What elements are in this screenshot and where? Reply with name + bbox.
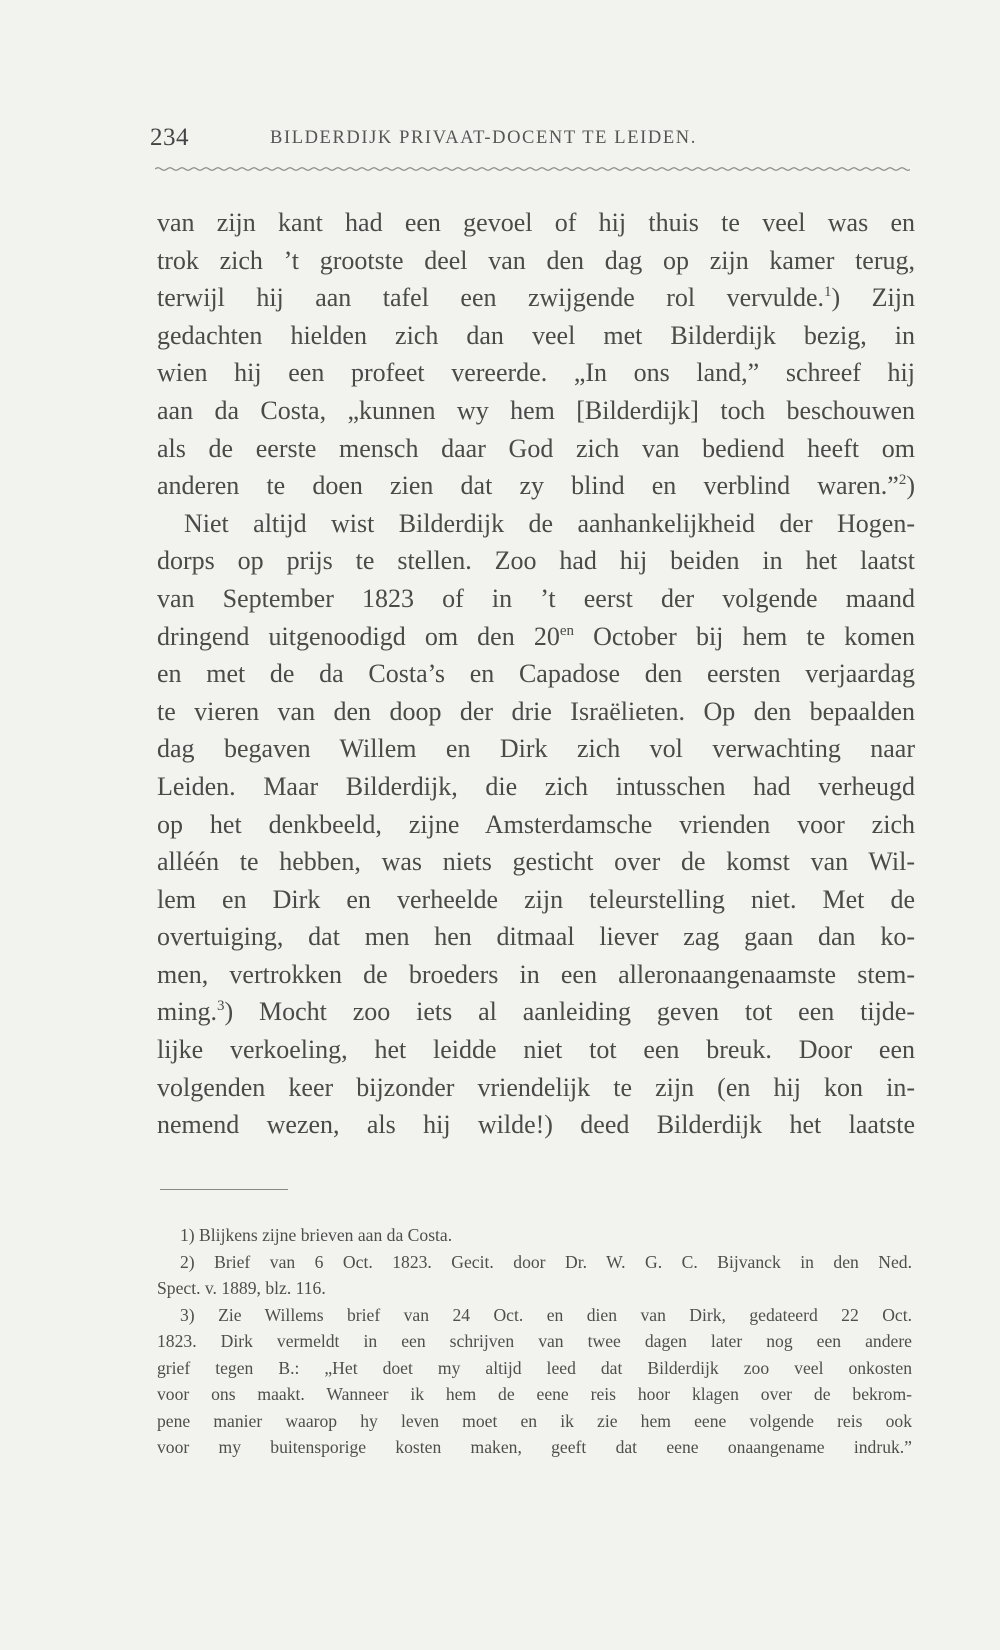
text-line: als de eerste mensch daar God zich van bediend heeft om	[157, 433, 915, 463]
running-title: BILDERDIJK PRIVAAT-DOCENT TE LEIDEN.	[270, 128, 697, 148]
text-line: dringend uitgenoodigd om den $20^{en}$ October bij hem te komen	[157, 621, 915, 651]
text-line: Niet altijd wist Bilderdijk de aanhankelijkheid der Hogen-	[184, 508, 915, 538]
text-line: van zijn kant had een gevoel of hij thuis te veel was en	[157, 208, 915, 237]
running-header	[150, 124, 910, 158]
text-line: Leiden. Maar Bilderdijk, die zich intusschen had verheugd	[157, 771, 915, 801]
footnote-line: Spect. v. 1889, blz. 116.	[157, 1278, 326, 1298]
footnote-line: grief tegen B.: „Het doet my altijd leed dat Bilderdijk zoo veel onkosten	[157, 1357, 912, 1378]
text-line: anderen te doen zien dat zy blind en verblind waren.”$^2$)	[157, 471, 915, 501]
footnote-line: voor my buitensporige kosten maken, geeft dat eene onaangename indruk.”	[157, 1437, 912, 1457]
text-line: overtuiging, dat men hen ditmaal liever zag gaan dan ko-	[157, 922, 915, 952]
footnote-line: voor ons maakt. Wanneer ik hem de eene reis hoor klagen over de bekrom-	[157, 1384, 912, 1404]
text-line: volgenden keer bijzonder vriendelijk te zijn (en hij kon in-	[157, 1072, 915, 1102]
footnote-line: 2) Brief van 6 Oct. 1823. Gecit. door Dr. W. G. C. Bijvanck in den Ned.	[180, 1251, 912, 1272]
text-line: nemend wezen, als hij wilde!) deed Bilderdijk het laatste	[157, 1110, 915, 1140]
text-line: alléén te hebben, was niets gesticht over de komst van Wil-	[157, 847, 915, 877]
footnote-line: pene manier waarop hy leven moet en ik zie hem eene volgende reis ook	[157, 1410, 912, 1431]
footnote-marker: 1	[824, 284, 832, 301]
footnote-line: 3) Zie Willems brief van 24 Oct. en dien van Dirk, gedateerd 22 Oct.	[180, 1304, 912, 1325]
text-line: lijke verkoeling, het leidde niet tot een breuk. Door een	[157, 1035, 915, 1065]
footnote-marker: 2	[898, 472, 907, 489]
text-line: terwijl hij aan tafel een zwijgende rol vervulde.$^1$) Zijn	[157, 283, 915, 313]
footnote-rule	[160, 1189, 288, 1190]
text-line: te vieren van den doop der drie Israëlieten. Op den bepaalden	[157, 696, 915, 726]
footnote-marker: 3	[216, 998, 225, 1015]
text-line: en met de da Costa’s en Capadose den eersten verjaardag	[157, 659, 915, 689]
text-line: gedachten hielden zich dan veel met Bilderdijk bezig, in	[157, 320, 915, 350]
text-line: op het denkbeeld, zijne Amsterdamsche vrienden voor zich	[157, 809, 915, 839]
footnote-line: 1823. Dirk vermeldt in een schrijven van twee dagen later nog een andere	[157, 1331, 912, 1351]
text-line: trok zich ’t grootste deel van den dag op zijn kamer terug,	[157, 245, 915, 275]
text-line: wien hij een profeet vereerde. „In ons land,” schreef hij	[157, 358, 915, 388]
text-line: dag begaven Willem en Dirk zich vol verwachting naar	[157, 734, 915, 764]
text-line: lem en Dirk en verheelde zijn teleurstelling niet. Met de	[157, 884, 915, 914]
text-line: dorps op prijs te stellen. Zoo had hij beiden in het laatst	[157, 546, 915, 576]
text-line: van September 1823 of in ’t eerst der volgende maand	[157, 583, 915, 613]
footnote-line: 1) Blijkens zijne brieven aan da Costa.	[180, 1225, 453, 1245]
body-text	[157, 204, 915, 1144]
text-line: ming.$^3$) Mocht zoo iets al aanleiding geven tot een tijde-	[157, 997, 915, 1027]
text-line: men, vertrokken de broeders in een alleronaangenaamste stem-	[157, 959, 915, 989]
footnote-marker: en	[559, 622, 574, 639]
wavy-rule-ornament	[155, 164, 910, 174]
text-line: aan da Costa, „kunnen wy hem [Bilderdijk] toch beschouwen	[157, 395, 915, 425]
page-number: 234	[150, 124, 189, 151]
footnotes	[157, 1222, 912, 1461]
